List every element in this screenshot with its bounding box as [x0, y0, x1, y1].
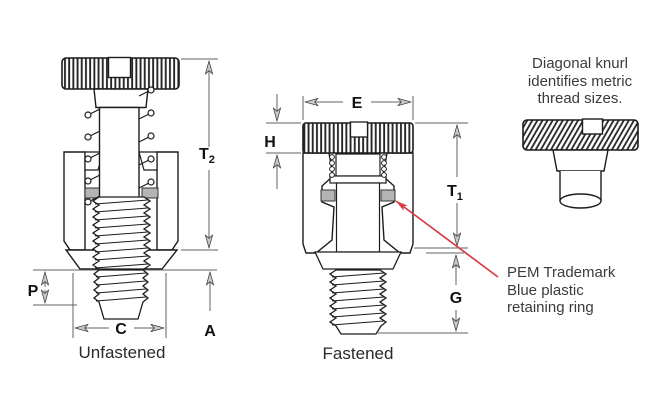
knurl-note-line1: Diagonal knurl: [532, 55, 628, 72]
panel-section-right: [157, 152, 178, 250]
dim-T2: [181, 59, 218, 250]
bottom-collar: [315, 252, 401, 269]
dim-label-T1: $T_1$: [447, 183, 463, 203]
knurl-note-line3: thread sizes.: [537, 90, 623, 107]
pem-note-line1: PEM Trademark: [507, 264, 616, 281]
head-collar: [336, 154, 380, 176]
dim-label-A: A: [204, 323, 216, 340]
pem-note-line3: retaining ring: [507, 299, 594, 316]
dim-label-T2: $T_2$: [199, 146, 215, 166]
knurl-detail-figure: [523, 119, 638, 208]
pem-note-line2: Blue plastic: [507, 282, 584, 299]
screw-shank: [100, 108, 140, 198]
shank-break-cut: [560, 194, 601, 208]
fastened-figure: [303, 122, 413, 334]
collar-flange: [330, 176, 386, 183]
head-collar: [94, 89, 148, 108]
retaining-ring-right: [381, 190, 395, 201]
dim-A: [204, 272, 216, 340]
screwdriver-slot: [583, 119, 603, 134]
dim-label-G: G: [449, 290, 463, 307]
unfastened-caption: Unfastened: [78, 343, 166, 362]
dim-label-P: P: [27, 283, 39, 300]
dim-label-C: C: [115, 321, 127, 338]
thread-tip: [94, 270, 148, 319]
pem-note: [507, 264, 616, 316]
screwdriver-slot: [351, 122, 368, 137]
dim-H: [264, 94, 301, 189]
fastened-caption: Fastened: [322, 344, 394, 363]
knurl-note-line2: identifies metric: [527, 73, 633, 90]
screwdriver-slot: [109, 58, 131, 78]
retaining-ring-left: [321, 190, 335, 201]
screw-shank: [337, 183, 380, 252]
dim-E: [303, 95, 413, 120]
unfastened-figure: [33, 58, 217, 320]
dim-label-E: E: [351, 95, 363, 112]
head-collar: [553, 150, 608, 171]
knurl-note: [528, 55, 633, 107]
dim-label-H: H: [264, 134, 276, 151]
panel-section-left: [64, 152, 85, 250]
dim-T1: [414, 123, 468, 248]
dim-P: [28, 272, 77, 305]
diagonal-knurled-head: [523, 120, 638, 150]
